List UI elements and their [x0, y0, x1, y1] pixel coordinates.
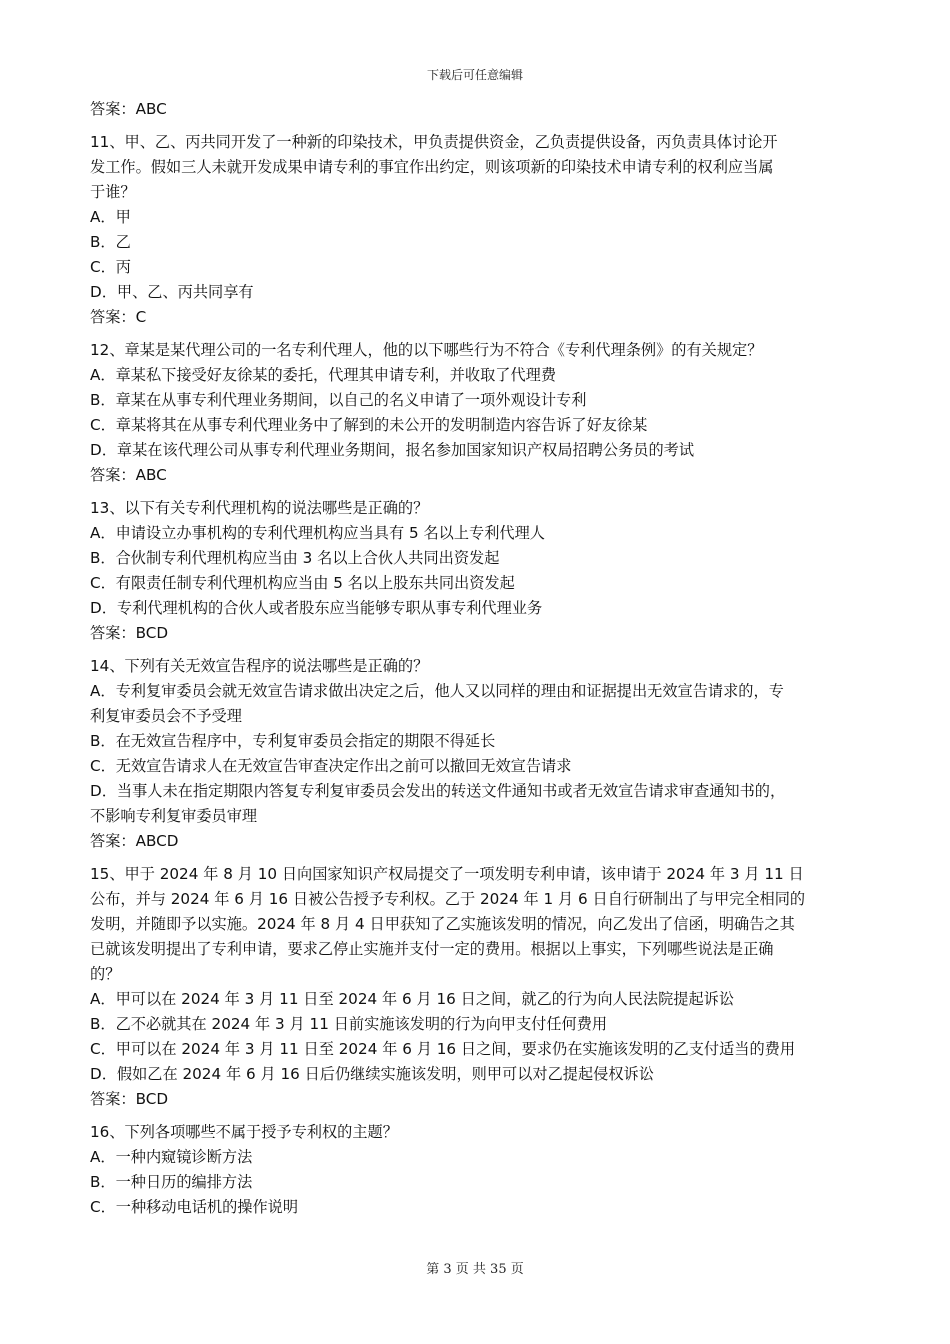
question-list: [90, 130, 862, 1220]
option-line: D．假如乙在 2024 年 6 月 16 日后仍继续实施该发明，则甲可以对乙提起侵权诉讼: [90, 1065, 654, 1083]
option-line: C．有限责任制专利代理机构应当由 5 名以上股东共同出资发起: [90, 574, 515, 592]
answer-line: 答案：ABC: [90, 100, 167, 118]
question-stem-line: 于谁？: [90, 183, 136, 201]
question-stem-line: 已就该发明提出了专利申请，要求乙停止实施并支付一定的费用。根据以上事实，下列哪些说法是正确: [90, 940, 774, 958]
question-stem-line: 14、下列有关无效宣告程序的说法哪些是正确的？: [90, 657, 429, 675]
answer-line: 答案：BCD: [90, 1090, 169, 1108]
answer-line: 答案：C: [90, 308, 147, 326]
option-line: B．章某在从事专利代理业务期间，以自己的名义申请了一项外观设计专利: [90, 391, 587, 409]
question-block: [90, 862, 862, 1112]
question-block: [90, 496, 862, 646]
answer-line: 答案：ABCD: [90, 832, 179, 850]
option-line: B．乙不必就其在 2024 年 3 月 11 日前实施该发明的行为向甲支付任何费用: [90, 1015, 608, 1033]
question-block: [90, 130, 862, 330]
question-stem-line: 13、以下有关专利代理机构的说法哪些是正确的？: [90, 499, 429, 517]
option-line: D．甲、乙、丙共同享有: [90, 283, 254, 301]
question-stem-line: 的？: [90, 965, 121, 983]
option-line: C．丙: [90, 258, 131, 276]
option-line: C．章某将其在从事专利代理业务中了解到的未公开的发明制造内容告诉了好友徐某: [90, 416, 648, 434]
option-line: C．甲可以在 2024 年 3 月 11 日至 2024 年 6 月 16 日之间，要求仍在实施该发明的乙支付适当的费用: [90, 1040, 796, 1058]
page-footer: 第 3 页 共 35 页: [426, 1262, 524, 1277]
question-stem-line: 12、章某是某代理公司的一名专利代理人，他的以下哪些行为不符合《专利代理条例》的有关规定？: [90, 341, 763, 359]
option-line: 不影响专利复审委员审理: [90, 807, 258, 825]
option-line: A．专利复审委员会就无效宣告请求做出决定之后，他人又以同样的理由和证据提出无效宣告请求的，专: [90, 682, 784, 700]
option-line: D．当事人未在指定期限内答复专利复审委员会发出的转送文件通知书或者无效宣告请求审查通知书的，: [90, 782, 786, 800]
page-header: 下载后可任意编辑: [426, 68, 523, 82]
option-line: D．专利代理机构的合伙人或者股东应当能够专职从事专利代理业务: [90, 599, 543, 617]
question-block: [90, 338, 862, 488]
answer-line: 答案：ABC: [90, 466, 167, 484]
option-line: B．乙: [90, 233, 131, 251]
question-stem-line: 发工作。假如三人未就开发成果申请专利的事宜作出约定，则该项新的印染技术申请专利的权利应当属: [90, 158, 774, 176]
document-body: [90, 97, 862, 1220]
option-line: A．甲: [90, 208, 131, 226]
option-line: A．申请设立办事机构的专利代理机构应当具有 5 名以上专利代理人: [90, 524, 545, 542]
option-line: C．无效宣告请求人在无效宣告审查决定作出之前可以撤回无效宣告请求: [90, 757, 572, 775]
option-line: A．章某私下接受好友徐某的委托，代理其申请专利，并收取了代理费: [90, 366, 557, 384]
question-block: [90, 1120, 862, 1220]
option-line: B．合伙制专利代理机构应当由 3 名以上合伙人共同出资发起: [90, 549, 500, 567]
question-block: [90, 654, 862, 854]
question-stem-line: 11、甲、乙、丙共同开发了一种新的印染技术，甲负责提供资金，乙负责提供设备，丙负责具体讨论开: [90, 133, 778, 151]
question-stem-line: 公布，并与 2024 年 6 月 16 日被公告授予专利权。乙于 2024 年 1 月 6 日自行研制出了与甲完全相同的: [90, 890, 806, 908]
option-line: D．章某在该代理公司从事专利代理业务期间，报名参加国家知识产权局招聘公务员的考试: [90, 441, 695, 459]
option-line: A．一种内窥镜诊断方法: [90, 1148, 253, 1166]
question-stem-line: 发明，并随即予以实施。2024 年 8 月 4 日甲获知了乙实施该发明的情况，向乙发出了信函，明确告之其: [90, 915, 795, 933]
option-line: A．甲可以在 2024 年 3 月 11 日至 2024 年 6 月 16 日之间，就乙的行为向人民法院提起诉讼: [90, 990, 735, 1008]
option-line: 利复审委员会不予受理: [90, 707, 242, 725]
question-stem-line: 16、下列各项哪些不属于授予专利权的主题？: [90, 1123, 398, 1141]
question-stem-line: 15、甲于 2024 年 8 月 10 日向国家知识产权局提交了一项发明专利申请，该申请于 2024 年 3 月 11 日: [90, 865, 804, 883]
answer-line: 答案：BCD: [90, 624, 169, 642]
option-line: B．在无效宣告程序中，专利复审委员会指定的期限不得延长: [90, 732, 496, 750]
option-line: C．一种移动电话机的操作说明: [90, 1198, 299, 1216]
option-line: B．一种日历的编排方法: [90, 1173, 253, 1191]
